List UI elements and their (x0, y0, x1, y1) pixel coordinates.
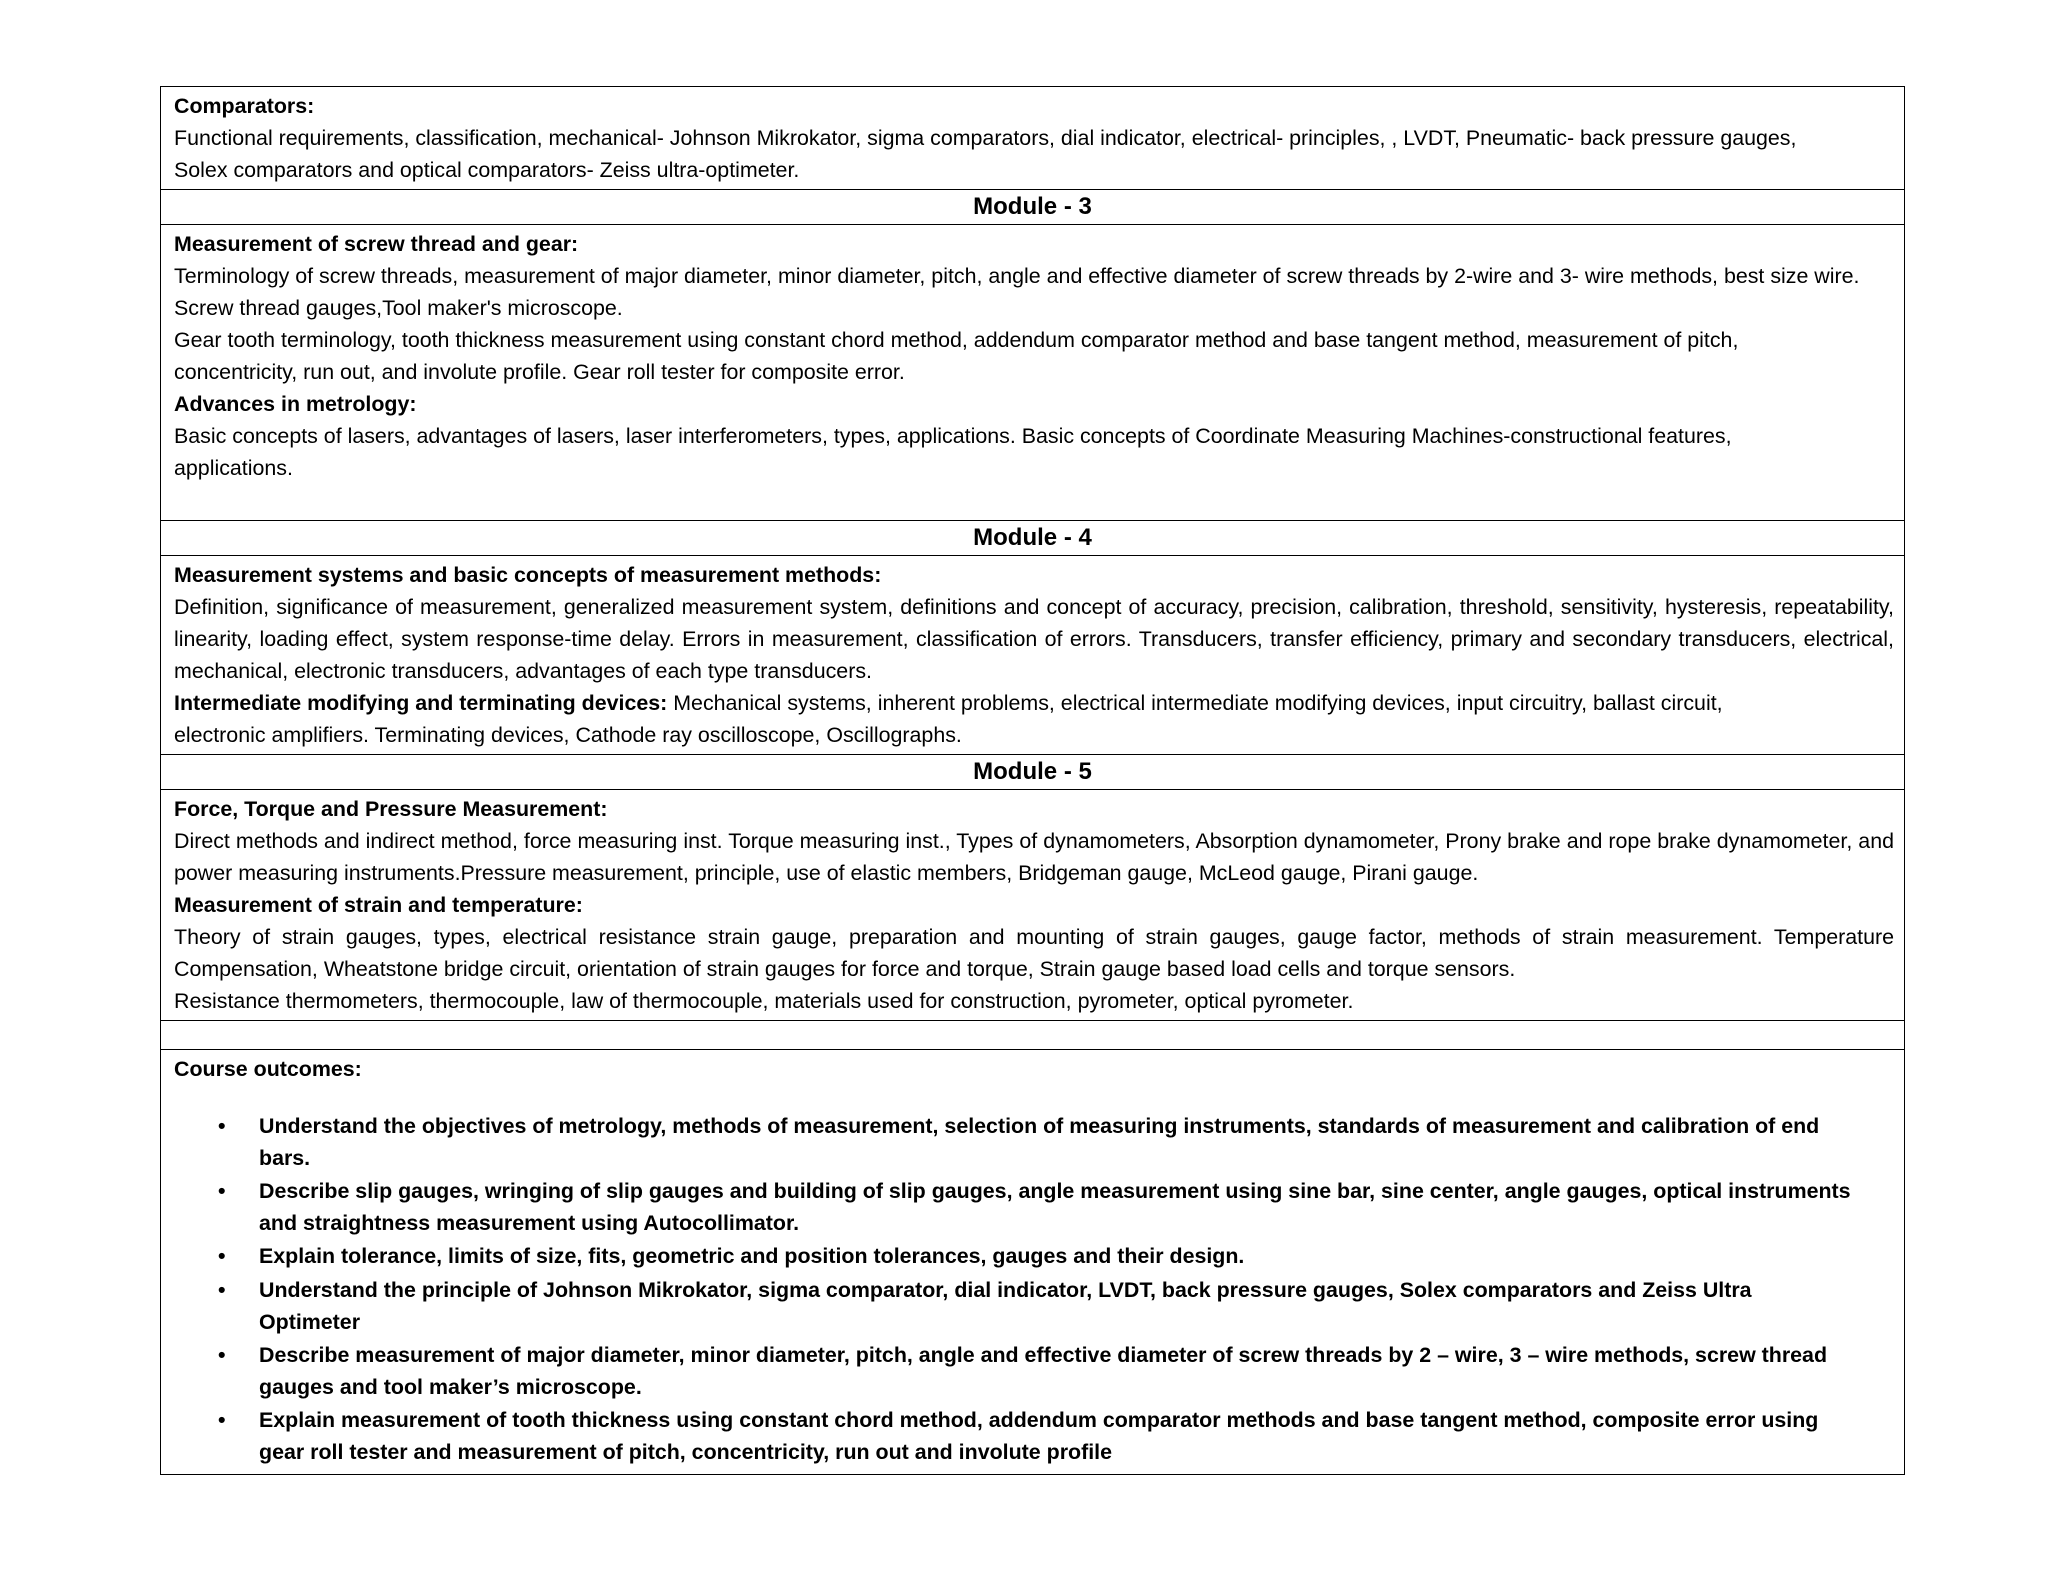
outcome-item-2 (218, 1176, 1894, 1239)
blank-cell (161, 1021, 1905, 1050)
blank-row (161, 1021, 1905, 1050)
outcome-text-3: Explain tolerance, limits of size, fits, geometric and position tolerances, gauges and their design. (259, 1244, 1245, 1269)
outcome-text-5: Describe measurement of major diameter, minor diameter, pitch, angle and effective diameter of screw threads by 2 – wire, 3 – wire methods, screw thread gauges and tool maker’s microscope. (259, 1343, 1828, 1399)
module4-measurement-systems-text: Definition, significance of measurement, generalized measurement system, definitions and concept of accuracy, precision, calibration, threshold, sensitivity, hysteresis, repeatability, linearity, loading effect, system response-time delay. Errors in measurement, classification of errors. Transducers, transfer efficiency, primary and secondary transducers, electrical, mechanical, electronic transducers, advantages of each type transducers. (174, 595, 1894, 683)
module4-title: Module - 4 (161, 521, 1905, 556)
outcome-item-3 (218, 1241, 1894, 1273)
bullet-icon: • (218, 1343, 226, 1368)
module4-devices-paragraph (174, 687, 1894, 751)
module3-screw-thread-text: Terminology of screw threads, measurement of major diameter, minor diameter, pitch, angle and effective diameter of screw threads by 2-wire and 3- wire methods, best size wire. Screw thread gauges,Tool maker's microscope. (174, 264, 1860, 320)
module4-title-row (161, 521, 1905, 556)
module5-heading-strain: Measurement of strain and temperature: (174, 893, 583, 917)
module3-advances-text: Basic concepts of lasers, advantages of lasers, laser interferometers, types, applications. Basic concepts of Coordinate Measuring Machines-constructional features, applications. (174, 424, 1732, 480)
module5-force-torque-text: Direct methods and indirect method, force measuring inst. Torque measuring inst., Types of dynamometers, Absorption dynamometer, Prony brake and rope brake dynamometer, and power measuring instruments.Pressure measurement, principle, use of elastic members, Bridgeman gauge, McLeod gauge, Pirani gauge. (174, 829, 1894, 885)
bullet-icon: • (218, 1277, 226, 1302)
module4-heading-measurement-systems: Measurement systems and basic concepts of measurement methods: (174, 563, 882, 587)
outcomes-title: Course outcomes: (174, 1057, 362, 1081)
bullet-icon: • (218, 1244, 226, 1269)
module5-row (161, 790, 1905, 1021)
module5-heading-force-torque: Force, Torque and Pressure Measurement: (174, 797, 608, 821)
outcome-item-4 (218, 1275, 1894, 1338)
comparators-row (161, 87, 1905, 190)
module4-row (161, 556, 1905, 755)
module5-title-row (161, 755, 1905, 790)
module3-row (161, 225, 1905, 521)
module3-cell (161, 225, 1905, 521)
bullet-icon: • (218, 1179, 226, 1204)
outcome-item-5 (218, 1340, 1894, 1403)
outcome-text-4: Understand the principle of Johnson Mikrokator, sigma comparator, dial indicator, LVDT, back pressure gauges, Solex comparators and Zeiss Ultra Optimeter (259, 1277, 1752, 1334)
module5-strain-text: Theory of strain gauges, types, electrical resistance strain gauge, preparation and mounting of strain gauges, gauge factor, methods of strain measurement. Temperature Compensation, Wheatstone bridge circuit, orientation of strain gauges for force and torque, Strain gauge based load cells and torque sensors. (174, 925, 1894, 981)
outcome-item-1 (218, 1111, 1894, 1174)
comparators-cell (161, 87, 1905, 190)
module3-title: Module - 3 (161, 190, 1905, 225)
outcome-text-1: Understand the objectives of metrology, methods of measurement, selection of measuring instruments, standards of measurement and calibration of end bars. (259, 1114, 1820, 1170)
module3-title-row (161, 190, 1905, 225)
bullet-icon: • (218, 1114, 226, 1138)
module4-devices-text: Mechanical systems, inherent problems, electrical intermediate modifying devices, input circuitry, ballast circuit, electronic amplifiers. Terminating devices, Cathode ray oscilloscope, Oscillographs. (174, 691, 1723, 747)
syllabus-table (160, 86, 1905, 1475)
outcomes-cell (161, 1050, 1905, 1475)
module5-cell (161, 790, 1905, 1021)
outcome-text-2: Describe slip gauges, wringing of slip gauges and building of slip gauges, angle measurement using sine bar, sine center, angle gauges, optical instruments and straightness measurement using Autocollimator. (259, 1179, 1851, 1235)
module4-cell (161, 556, 1905, 755)
module4-heading-devices: Intermediate modifying and terminating devices: (174, 691, 668, 715)
module3-heading-screw-thread: Measurement of screw thread and gear: (174, 232, 579, 256)
comparators-heading: Comparators: (174, 94, 315, 118)
comparators-text: Functional requirements, classification, mechanical- Johnson Mikrokator, sigma comparators, dial indicator, electrical- principles, , LVDT, Pneumatic- back pressure gauges, Solex comparators and optical comparators- Zeiss ultra-optimeter. (174, 126, 1797, 182)
module5-title: Module - 5 (161, 755, 1905, 790)
module5-temperature-text: Resistance thermometers, thermocouple, law of thermocouple, materials used for construction, pyrometer, optical pyrometer. (174, 989, 1354, 1013)
module3-gear-text: Gear tooth terminology, tooth thickness measurement using constant chord method, addendum comparator method and base tangent method, measurement of pitch, concentricity, run out, and involute profile. Gear roll tester for composite error. (174, 328, 1739, 384)
outcome-text-6: Explain measurement of tooth thickness using constant chord method, addendum comparator methods and base tangent method, composite error using gear roll tester and measurement of pitch, concentricity, run out and involute profile (259, 1408, 1819, 1464)
outcome-item-6 (218, 1405, 1894, 1468)
outcomes-row (161, 1050, 1905, 1475)
bullet-icon: • (218, 1408, 226, 1433)
outcomes-list (174, 1111, 1894, 1469)
module3-heading-advances: Advances in metrology: (174, 392, 417, 416)
